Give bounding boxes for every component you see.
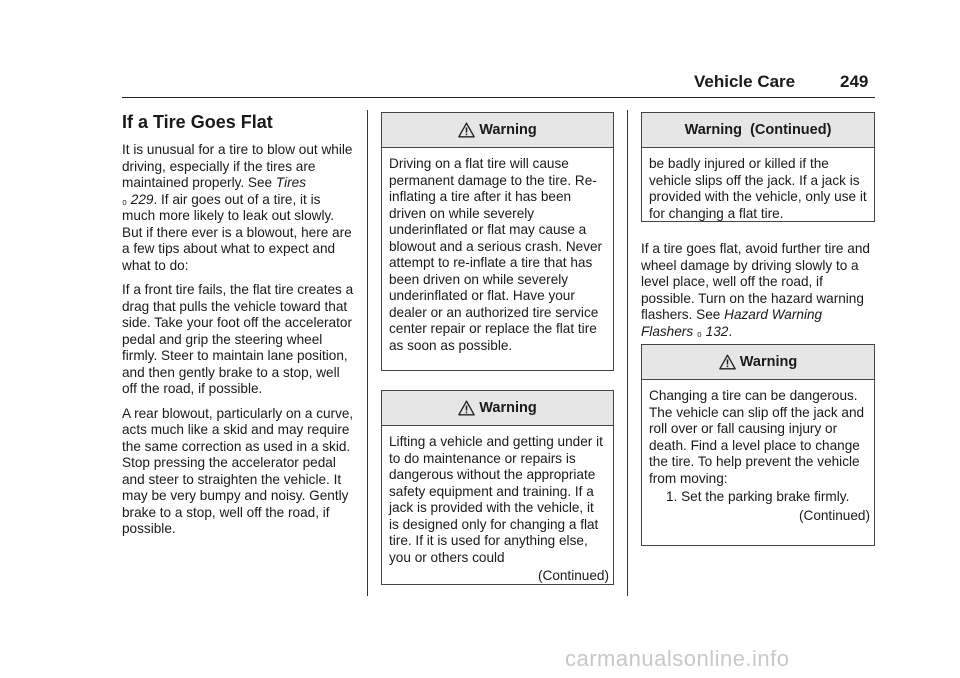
warning-title: Warning (739, 354, 798, 370)
flat-tire-text: If a tire goes flat, avoid further tire and wheel damage by driving slowly to a level place, well off the road, if possible. Turn on the hazard warning flashers. See (641, 241, 870, 322)
warning-triangle-icon (458, 400, 475, 416)
intro-text: It is unusual for a tire to blow out while driving, especially if the tires are maintained properly. See (122, 142, 353, 190)
rear-blowout-paragraph: A rear blowout, particularly on a curve, acts much like a skid and may require the same correction as used in a skid. Stop pressing the accelerator pedal and steer to straighten the vehicle. It may be very bumpy and noisy. Gently brake to a stop, well off the road, if possible. (122, 405, 354, 536)
step-item: 1. Set the parking brake firmly. (666, 489, 850, 504)
warning-header (642, 345, 874, 380)
warning-title: Warning (Continued) (684, 122, 832, 138)
hazard-flashers-page-ref[interactable]: 132 (705, 323, 729, 339)
warning-triangle-icon (719, 354, 736, 370)
section-title: If a Tire Goes Flat (122, 112, 273, 132)
warning-text: be badly injured or killed if the vehicle slips off the jack. If a jack is provided with the vehicle, only use it for changing a flat tire. (649, 156, 867, 221)
right-column-text (641, 241, 875, 348)
continued-label: (Continued) (537, 568, 609, 583)
tires-link[interactable]: Tires (275, 175, 306, 190)
warning-box-flat-tire (381, 112, 614, 371)
page-ref-icon: ₀ (122, 192, 127, 207)
warning-title: Warning (479, 122, 537, 138)
warning-description: Changing a tire can be dangerous. The vehicle can slip off the jack and roll over or fall causing injury or death. Find a level place to change the tire. To help prevent the vehicle from moving: (649, 388, 865, 486)
warning-text: Lifting a vehicle and getting under it to do maintenance or repairs is dangerous without the appropriate safety equipment and training. If a jack is provided with the vehicle, it is designed only for changing a flat tire. If it is used for anything else, you or others could (389, 434, 603, 565)
continued-label: (Continued) (798, 507, 870, 523)
left-column (122, 111, 354, 546)
column-divider-left (367, 110, 368, 596)
warning-box-jack (381, 390, 614, 585)
warning-box-continued (641, 112, 875, 222)
warning-box-changing-tire (641, 344, 875, 546)
front-tire-paragraph: If a front tire fails, the flat tire creates a drag that pulls the vehicle toward that side. Take your foot off the accelerator pedal and grip the steering wheel firmly. Steer to maintain lane position, and then gently brake to a stop, well off the road, if possible. (122, 282, 354, 396)
running-header-title: Vehicle Care (694, 72, 796, 91)
intro-paragraph (122, 142, 354, 274)
warning-title: Warning (479, 400, 537, 416)
warning-header (382, 391, 613, 426)
column-divider-right (627, 110, 628, 596)
watermark: carmanualsonline.info (565, 646, 790, 671)
page-number: 249 (840, 72, 869, 91)
intro-text-cont: . If air goes out of a tire, it is much more likely to leak out slowly. But if there ever is a blowout, here are a few tips about what to expect and what to do: (122, 191, 352, 273)
warning-header (642, 113, 874, 148)
warning-text: Driving on a flat tire will cause permanent damage to the tire. Re-inflating a tire after it has been driven on while severely underinflated or flat may cause a blowout and a serious crash. Never attempt to re-inflate a tire that has been driven on while severely underinflated or flat. Have your dealer or an authorized tire service center repair or replace the flat tire as soon as possible. (389, 156, 603, 353)
header-divider (122, 97, 875, 98)
warning-text (642, 380, 874, 508)
page-ref-icon: ₀ (696, 324, 702, 339)
flat-tire-text-end: . (728, 323, 733, 339)
flat-tire-paragraph (641, 241, 875, 340)
hazard-flashers-link[interactable]: Hazard Warning Flashers (641, 307, 823, 339)
warning-header (382, 113, 613, 148)
warning-triangle-icon (458, 122, 475, 138)
tires-page-ref[interactable]: 229 (130, 191, 154, 207)
